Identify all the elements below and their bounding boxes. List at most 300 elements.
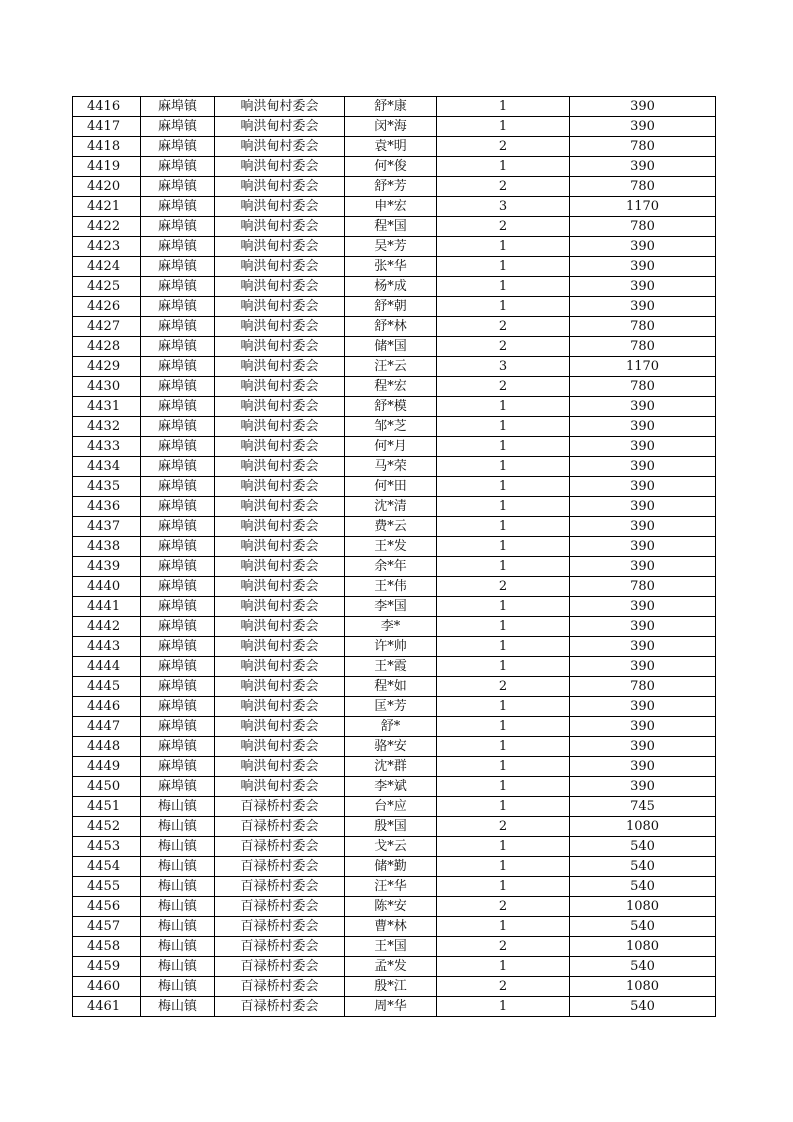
cell-amount: 390: [570, 397, 716, 417]
cell-name: 何*俊: [345, 157, 437, 177]
cell-village: 响洪甸村委会: [215, 277, 345, 297]
cell-id: 4458: [73, 937, 141, 957]
table-row: [73, 577, 716, 597]
cell-town: 梅山镇: [141, 857, 215, 877]
table-row: [73, 257, 716, 277]
table-row: [73, 837, 716, 857]
cell-count: 1: [437, 97, 570, 117]
cell-id: 4416: [73, 97, 141, 117]
cell-amount: 540: [570, 877, 716, 897]
cell-count: 1: [437, 777, 570, 797]
table-row: [73, 957, 716, 977]
cell-town: 梅山镇: [141, 957, 215, 977]
cell-id: 4454: [73, 857, 141, 877]
cell-name: 申*宏: [345, 197, 437, 217]
cell-id: 4453: [73, 837, 141, 857]
table-row: [73, 117, 716, 137]
cell-id: 4446: [73, 697, 141, 717]
table-row: [73, 917, 716, 937]
table-body: [73, 97, 716, 1017]
cell-id: 4456: [73, 897, 141, 917]
cell-id: 4452: [73, 817, 141, 837]
cell-count: 2: [437, 137, 570, 157]
cell-village: 响洪甸村委会: [215, 317, 345, 337]
table-row: [73, 597, 716, 617]
cell-town: 麻埠镇: [141, 417, 215, 437]
cell-name: 邹*芝: [345, 417, 437, 437]
cell-amount: 780: [570, 677, 716, 697]
cell-count: 1: [437, 737, 570, 757]
cell-count: 1: [437, 557, 570, 577]
cell-count: 1: [437, 957, 570, 977]
cell-amount: 390: [570, 637, 716, 657]
cell-village: 响洪甸村委会: [215, 177, 345, 197]
cell-village: 响洪甸村委会: [215, 737, 345, 757]
cell-id: 4420: [73, 177, 141, 197]
cell-village: 响洪甸村委会: [215, 217, 345, 237]
cell-count: 2: [437, 377, 570, 397]
table-row: [73, 937, 716, 957]
cell-id: 4460: [73, 977, 141, 997]
cell-count: 1: [437, 997, 570, 1017]
cell-town: 麻埠镇: [141, 657, 215, 677]
cell-village: 百禄桥村委会: [215, 937, 345, 957]
cell-count: 1: [437, 697, 570, 717]
cell-name: 舒*: [345, 717, 437, 737]
cell-amount: 390: [570, 297, 716, 317]
cell-town: 梅山镇: [141, 877, 215, 897]
cell-village: 响洪甸村委会: [215, 777, 345, 797]
cell-name: 储*国: [345, 337, 437, 357]
cell-count: 1: [437, 117, 570, 137]
cell-name: 王*国: [345, 937, 437, 957]
cell-name: 骆*安: [345, 737, 437, 757]
cell-village: 百禄桥村委会: [215, 797, 345, 817]
cell-amount: 390: [570, 157, 716, 177]
cell-count: 2: [437, 977, 570, 997]
table-row: [73, 237, 716, 257]
cell-town: 麻埠镇: [141, 617, 215, 637]
cell-village: 响洪甸村委会: [215, 337, 345, 357]
cell-town: 麻埠镇: [141, 117, 215, 137]
cell-amount: 780: [570, 317, 716, 337]
table-row: [73, 397, 716, 417]
cell-amount: 1170: [570, 357, 716, 377]
cell-id: 4422: [73, 217, 141, 237]
cell-id: 4430: [73, 377, 141, 397]
cell-name: 马*荣: [345, 457, 437, 477]
cell-name: 李*国: [345, 597, 437, 617]
cell-town: 麻埠镇: [141, 317, 215, 337]
cell-amount: 540: [570, 857, 716, 877]
cell-town: 梅山镇: [141, 837, 215, 857]
cell-id: 4426: [73, 297, 141, 317]
cell-amount: 780: [570, 137, 716, 157]
cell-count: 2: [437, 937, 570, 957]
cell-name: 袁*明: [345, 137, 437, 157]
cell-count: 2: [437, 317, 570, 337]
cell-amount: 390: [570, 257, 716, 277]
cell-id: 4431: [73, 397, 141, 417]
cell-amount: 390: [570, 657, 716, 677]
cell-name: 周*华: [345, 997, 437, 1017]
cell-amount: 390: [570, 477, 716, 497]
data-table: [72, 96, 716, 1017]
cell-amount: 540: [570, 837, 716, 857]
table-row: [73, 457, 716, 477]
table-row: [73, 277, 716, 297]
cell-id: 4435: [73, 477, 141, 497]
cell-id: 4427: [73, 317, 141, 337]
cell-village: 响洪甸村委会: [215, 457, 345, 477]
cell-village: 百禄桥村委会: [215, 857, 345, 877]
cell-name: 李*斌: [345, 777, 437, 797]
cell-town: 麻埠镇: [141, 157, 215, 177]
cell-count: 3: [437, 357, 570, 377]
cell-name: 匡*芳: [345, 697, 437, 717]
cell-id: 4437: [73, 517, 141, 537]
cell-amount: 390: [570, 737, 716, 757]
cell-count: 1: [437, 297, 570, 317]
cell-count: 1: [437, 657, 570, 677]
cell-name: 张*华: [345, 257, 437, 277]
cell-id: 4459: [73, 957, 141, 977]
cell-amount: 780: [570, 577, 716, 597]
cell-name: 殷*国: [345, 817, 437, 837]
table-row: [73, 977, 716, 997]
table-row: [73, 317, 716, 337]
cell-amount: 390: [570, 757, 716, 777]
cell-count: 1: [437, 537, 570, 557]
cell-id: 4450: [73, 777, 141, 797]
cell-town: 麻埠镇: [141, 677, 215, 697]
cell-village: 响洪甸村委会: [215, 657, 345, 677]
cell-id: 4424: [73, 257, 141, 277]
cell-amount: 780: [570, 177, 716, 197]
cell-count: 1: [437, 437, 570, 457]
cell-town: 梅山镇: [141, 917, 215, 937]
cell-town: 麻埠镇: [141, 97, 215, 117]
cell-town: 麻埠镇: [141, 457, 215, 477]
cell-name: 戈*云: [345, 837, 437, 857]
table-row: [73, 357, 716, 377]
table-row: [73, 877, 716, 897]
cell-village: 百禄桥村委会: [215, 977, 345, 997]
cell-name: 殷*江: [345, 977, 437, 997]
cell-amount: 540: [570, 917, 716, 937]
cell-amount: 390: [570, 537, 716, 557]
cell-amount: 1080: [570, 977, 716, 997]
cell-count: 1: [437, 277, 570, 297]
table-row: [73, 797, 716, 817]
cell-id: 4448: [73, 737, 141, 757]
cell-name: 舒*芳: [345, 177, 437, 197]
cell-amount: 390: [570, 777, 716, 797]
cell-village: 响洪甸村委会: [215, 697, 345, 717]
cell-id: 4433: [73, 437, 141, 457]
cell-town: 麻埠镇: [141, 717, 215, 737]
cell-id: 4434: [73, 457, 141, 477]
table-row: [73, 377, 716, 397]
cell-id: 4421: [73, 197, 141, 217]
table-row: [73, 997, 716, 1017]
cell-count: 1: [437, 477, 570, 497]
cell-count: 2: [437, 677, 570, 697]
cell-id: 4455: [73, 877, 141, 897]
cell-amount: 780: [570, 337, 716, 357]
cell-amount: 390: [570, 457, 716, 477]
cell-count: 1: [437, 497, 570, 517]
cell-id: 4444: [73, 657, 141, 677]
cell-amount: 745: [570, 797, 716, 817]
table-row: [73, 697, 716, 717]
cell-amount: 390: [570, 557, 716, 577]
cell-name: 台*应: [345, 797, 437, 817]
cell-town: 麻埠镇: [141, 737, 215, 757]
cell-count: 1: [437, 257, 570, 277]
cell-amount: 780: [570, 217, 716, 237]
cell-name: 程*宏: [345, 377, 437, 397]
cell-amount: 390: [570, 697, 716, 717]
cell-id: 4436: [73, 497, 141, 517]
cell-id: 4447: [73, 717, 141, 737]
cell-name: 吴*芳: [345, 237, 437, 257]
table-row: [73, 777, 716, 797]
cell-count: 1: [437, 857, 570, 877]
cell-name: 曹*林: [345, 917, 437, 937]
cell-town: 麻埠镇: [141, 397, 215, 417]
cell-count: 2: [437, 337, 570, 357]
table-row: [73, 637, 716, 657]
cell-id: 4439: [73, 557, 141, 577]
cell-town: 梅山镇: [141, 997, 215, 1017]
cell-amount: 1080: [570, 817, 716, 837]
cell-name: 闵*海: [345, 117, 437, 137]
cell-id: 4438: [73, 537, 141, 557]
cell-name: 费*云: [345, 517, 437, 537]
cell-count: 1: [437, 797, 570, 817]
cell-amount: 390: [570, 117, 716, 137]
table-row: [73, 437, 716, 457]
table-row: [73, 177, 716, 197]
cell-name: 王*发: [345, 537, 437, 557]
cell-town: 麻埠镇: [141, 177, 215, 197]
cell-name: 王*伟: [345, 577, 437, 597]
table-row: [73, 197, 716, 217]
cell-village: 响洪甸村委会: [215, 497, 345, 517]
cell-village: 响洪甸村委会: [215, 517, 345, 537]
cell-count: 1: [437, 457, 570, 477]
cell-name: 程*国: [345, 217, 437, 237]
cell-id: 4425: [73, 277, 141, 297]
table-row: [73, 677, 716, 697]
cell-amount: 390: [570, 497, 716, 517]
cell-name: 舒*林: [345, 317, 437, 337]
cell-amount: 540: [570, 997, 716, 1017]
table-row: [73, 717, 716, 737]
cell-town: 麻埠镇: [141, 537, 215, 557]
cell-village: 响洪甸村委会: [215, 377, 345, 397]
cell-town: 麻埠镇: [141, 277, 215, 297]
cell-id: 4461: [73, 997, 141, 1017]
cell-name: 陈*安: [345, 897, 437, 917]
table-row: [73, 497, 716, 517]
cell-village: 响洪甸村委会: [215, 677, 345, 697]
cell-village: 响洪甸村委会: [215, 157, 345, 177]
cell-village: 百禄桥村委会: [215, 897, 345, 917]
cell-name: 余*年: [345, 557, 437, 577]
cell-id: 4449: [73, 757, 141, 777]
cell-amount: 540: [570, 957, 716, 977]
cell-village: 百禄桥村委会: [215, 877, 345, 897]
cell-town: 麻埠镇: [141, 697, 215, 717]
cell-name: 程*如: [345, 677, 437, 697]
table-row: [73, 537, 716, 557]
cell-id: 4451: [73, 797, 141, 817]
cell-amount: 780: [570, 377, 716, 397]
cell-amount: 390: [570, 237, 716, 257]
cell-village: 响洪甸村委会: [215, 757, 345, 777]
cell-name: 汪*华: [345, 877, 437, 897]
cell-amount: 390: [570, 717, 716, 737]
cell-village: 响洪甸村委会: [215, 197, 345, 217]
cell-town: 麻埠镇: [141, 137, 215, 157]
cell-id: 4441: [73, 597, 141, 617]
cell-id: 4418: [73, 137, 141, 157]
cell-village: 响洪甸村委会: [215, 557, 345, 577]
table-row: [73, 897, 716, 917]
cell-name: 汪*云: [345, 357, 437, 377]
table-row: [73, 297, 716, 317]
cell-id: 4417: [73, 117, 141, 137]
cell-amount: 390: [570, 597, 716, 617]
cell-count: 2: [437, 577, 570, 597]
cell-village: 响洪甸村委会: [215, 717, 345, 737]
cell-count: 1: [437, 597, 570, 617]
cell-count: 3: [437, 197, 570, 217]
cell-amount: 390: [570, 417, 716, 437]
cell-amount: 1080: [570, 937, 716, 957]
cell-count: 1: [437, 517, 570, 537]
table-row: [73, 817, 716, 837]
cell-town: 梅山镇: [141, 977, 215, 997]
cell-town: 麻埠镇: [141, 497, 215, 517]
table-row: [73, 557, 716, 577]
cell-town: 麻埠镇: [141, 557, 215, 577]
cell-id: 4432: [73, 417, 141, 437]
cell-count: 1: [437, 157, 570, 177]
cell-name: 舒*朝: [345, 297, 437, 317]
table-row: [73, 217, 716, 237]
cell-count: 2: [437, 897, 570, 917]
cell-id: 4443: [73, 637, 141, 657]
cell-village: 响洪甸村委会: [215, 117, 345, 137]
cell-village: 百禄桥村委会: [215, 817, 345, 837]
table-row: [73, 137, 716, 157]
cell-name: 储*勤: [345, 857, 437, 877]
cell-village: 响洪甸村委会: [215, 477, 345, 497]
cell-count: 2: [437, 217, 570, 237]
cell-village: 响洪甸村委会: [215, 297, 345, 317]
cell-village: 响洪甸村委会: [215, 437, 345, 457]
table-row: [73, 477, 716, 497]
cell-id: 4445: [73, 677, 141, 697]
cell-count: 1: [437, 757, 570, 777]
cell-town: 麻埠镇: [141, 257, 215, 277]
table-row: [73, 157, 716, 177]
cell-id: 4457: [73, 917, 141, 937]
cell-count: 1: [437, 397, 570, 417]
cell-village: 百禄桥村委会: [215, 917, 345, 937]
cell-village: 响洪甸村委会: [215, 137, 345, 157]
cell-count: 1: [437, 917, 570, 937]
cell-count: 1: [437, 637, 570, 657]
cell-name: 杨*成: [345, 277, 437, 297]
cell-name: 何*田: [345, 477, 437, 497]
cell-count: 1: [437, 717, 570, 737]
cell-village: 响洪甸村委会: [215, 237, 345, 257]
cell-amount: 1080: [570, 897, 716, 917]
table-row: [73, 657, 716, 677]
cell-id: 4428: [73, 337, 141, 357]
cell-count: 2: [437, 177, 570, 197]
cell-id: 4442: [73, 617, 141, 637]
cell-name: 李*: [345, 617, 437, 637]
cell-town: 麻埠镇: [141, 637, 215, 657]
cell-town: 梅山镇: [141, 817, 215, 837]
cell-name: 舒*康: [345, 97, 437, 117]
cell-village: 响洪甸村委会: [215, 397, 345, 417]
cell-village: 响洪甸村委会: [215, 617, 345, 637]
cell-amount: 1170: [570, 197, 716, 217]
cell-name: 孟*发: [345, 957, 437, 977]
cell-amount: 390: [570, 617, 716, 637]
cell-name: 沈*清: [345, 497, 437, 517]
cell-town: 麻埠镇: [141, 197, 215, 217]
table-row: [73, 517, 716, 537]
cell-amount: 390: [570, 277, 716, 297]
cell-village: 百禄桥村委会: [215, 837, 345, 857]
cell-town: 麻埠镇: [141, 357, 215, 377]
cell-town: 梅山镇: [141, 797, 215, 817]
cell-village: 响洪甸村委会: [215, 597, 345, 617]
cell-name: 何*月: [345, 437, 437, 457]
cell-village: 响洪甸村委会: [215, 577, 345, 597]
cell-id: 4423: [73, 237, 141, 257]
cell-town: 麻埠镇: [141, 237, 215, 257]
cell-amount: 390: [570, 437, 716, 457]
cell-count: 2: [437, 817, 570, 837]
cell-town: 麻埠镇: [141, 577, 215, 597]
cell-town: 麻埠镇: [141, 757, 215, 777]
cell-name: 许*帅: [345, 637, 437, 657]
cell-village: 响洪甸村委会: [215, 97, 345, 117]
cell-village: 响洪甸村委会: [215, 357, 345, 377]
cell-town: 梅山镇: [141, 897, 215, 917]
cell-town: 梅山镇: [141, 937, 215, 957]
cell-name: 舒*模: [345, 397, 437, 417]
cell-town: 麻埠镇: [141, 777, 215, 797]
table-row: [73, 417, 716, 437]
cell-village: 响洪甸村委会: [215, 637, 345, 657]
table-row: [73, 97, 716, 117]
cell-count: 1: [437, 417, 570, 437]
table-row: [73, 337, 716, 357]
cell-town: 麻埠镇: [141, 517, 215, 537]
table-row: [73, 857, 716, 877]
table-row: [73, 617, 716, 637]
cell-count: 1: [437, 837, 570, 857]
